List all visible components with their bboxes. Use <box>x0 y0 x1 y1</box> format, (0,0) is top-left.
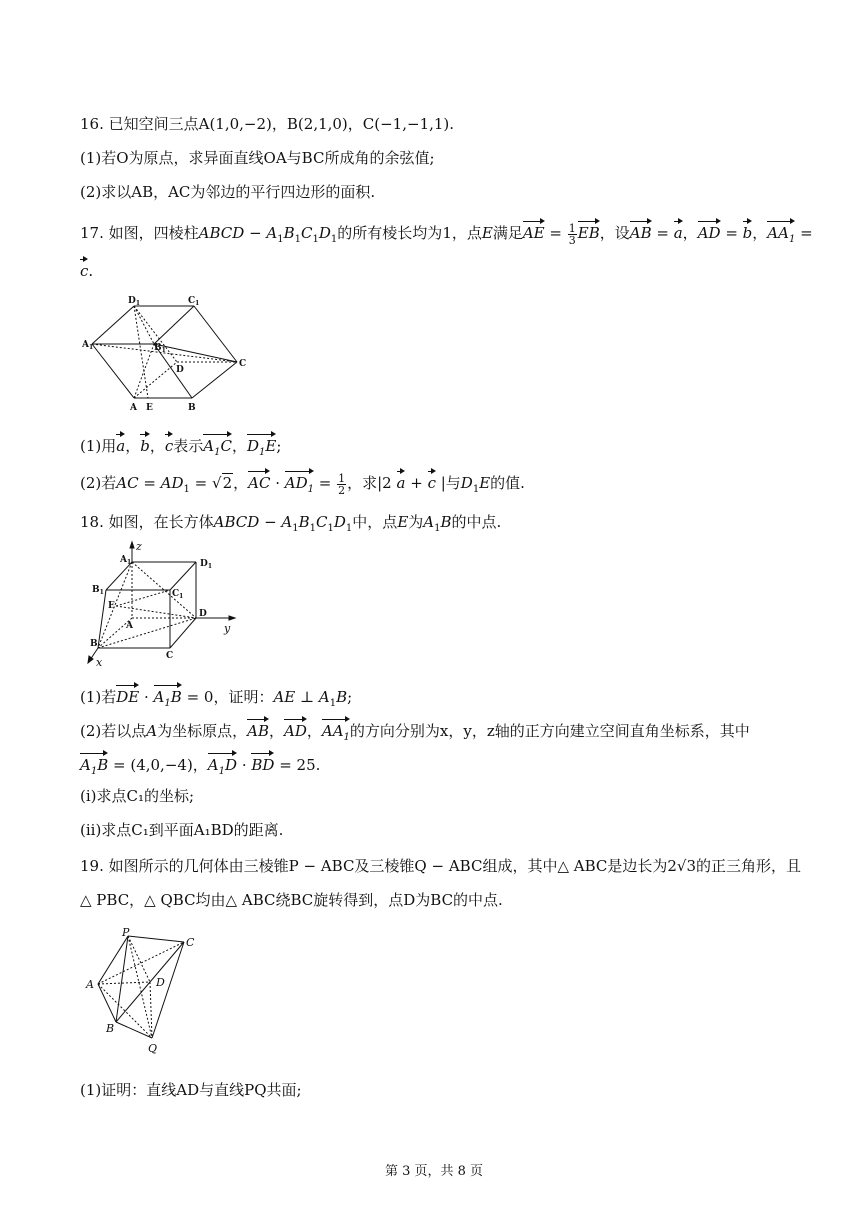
q19-part1: (1)证明：直线AD与直线PQ共面; <box>80 1081 302 1099</box>
q18-part1: (1)若DE · $A_1B = 0$，证明：AE ⊥ $A_1B$; <box>80 684 352 714</box>
q18-stem: 18. 如图，在长方体ABCD − $A_1B_1C_1D_1$中，点E为$A_1B$的中点. <box>80 513 502 534</box>
label-c: C <box>186 936 195 949</box>
label-x: x <box>96 656 103 669</box>
q17-stem-cont: c. <box>80 258 93 281</box>
label-e: E <box>108 601 115 611</box>
label-q: Q <box>148 1042 158 1055</box>
label-b: B <box>188 403 196 413</box>
q18-part2: (2)若以点A为坐标原点，AB，AD，$AA_1$的方向分别为x，y，z轴的正方向建立空间直角坐标系，其中 <box>80 718 750 748</box>
label-a: A <box>126 621 133 631</box>
label-a: A <box>130 403 137 413</box>
label-p: P <box>122 926 130 939</box>
label-b1: $B_1$ <box>92 585 104 596</box>
label-y: y <box>224 622 231 635</box>
q19-stem: 19. 如图所示的几何体由三棱锥P − ABC及三棱锥Q − ABC组成，其中△ ABC是边长为2√3的正三角形，且 <box>80 857 802 875</box>
q16-part1: (1)若O为原点，求异面直线OA与BC所成角的余弦值; <box>80 149 435 167</box>
label-a1: $A_1$ <box>120 555 132 566</box>
q17-part2: (2)若AC = $AD_1 = √2$，AC · $AD_1$ = $\frac{1}{2}$ ，求|2 a + c |与$D_1E$的值. <box>80 470 525 500</box>
q18-sub-ii: (ii)求点C₁到平面A₁BD的距离. <box>80 821 284 839</box>
q18-given: $A_1B = (4,0,-4)$，$A_1D$ · BD = 25. <box>80 752 320 782</box>
label-d: D <box>156 976 165 989</box>
label-e: E <box>146 403 153 413</box>
label-a1: $A_1$ <box>82 340 94 351</box>
label-c1: $C_1$ <box>172 589 184 600</box>
q19-stem-cont: △ PBC，△ QBC均由△ ABC绕BC旋转得到，点D为BC的中点. <box>80 891 503 909</box>
label-d1: $D_1$ <box>128 296 140 307</box>
q17-stem: 17. 如图，四棱柱ABCD − $A_1B_1C_1D_1$的所有棱长均为1，点E满足AE = $\frac{1}{3}$ EB，设AB = a，AD = b，$AA_1$ = <box>80 220 813 250</box>
q16-part2: (2)求以AB，AC为邻边的平行四边形的面积. <box>80 183 376 201</box>
q17-figure <box>82 296 252 416</box>
label-b: B <box>106 1022 115 1035</box>
q17-part1: (1)用a，b，c表示$A_1C$，$D_1E$; <box>80 433 281 463</box>
label-a: A <box>86 978 94 991</box>
q18-figure <box>86 540 246 670</box>
q19-figure <box>84 926 214 1056</box>
label-d1: $D_1$ <box>200 559 212 570</box>
label-d: D <box>176 365 184 375</box>
label-c: C <box>166 651 174 661</box>
label-c: C <box>239 359 247 369</box>
page-footer: 第 3 页，共 8 页 <box>384 1164 484 1179</box>
label-z: z <box>136 540 142 553</box>
label-b: B <box>90 639 98 649</box>
q16-stem: 16. 已知空间三点A(1,0,−2)，B(2,1,0)，C(−1,−1,1). <box>80 115 455 133</box>
label-c1: $C_1$ <box>188 296 200 307</box>
label-b1: $B_1$ <box>154 343 166 354</box>
q18-sub-i: (i)求点C₁的坐标; <box>80 787 195 805</box>
label-d: D <box>199 609 207 619</box>
